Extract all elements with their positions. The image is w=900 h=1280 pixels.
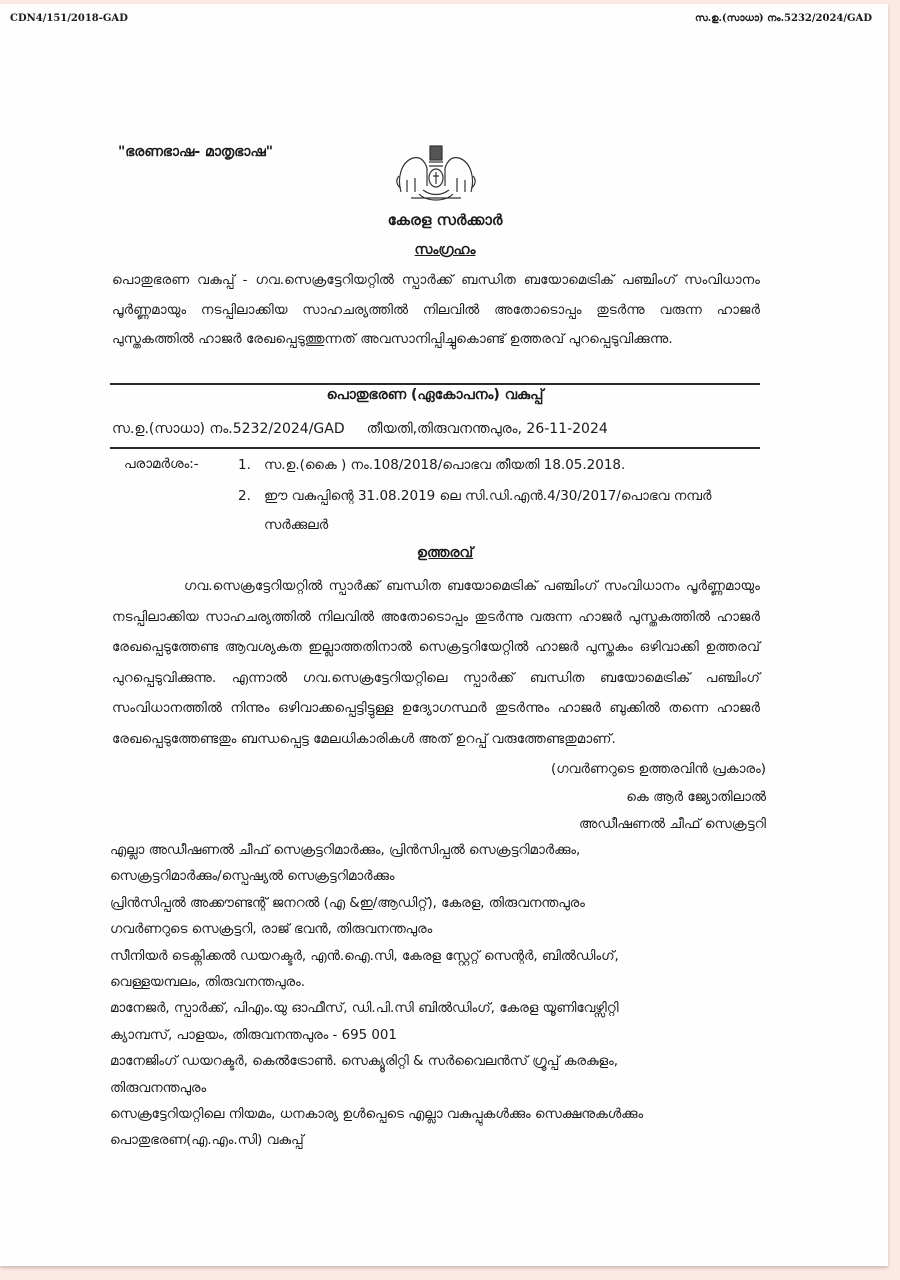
copy-to-line: തിരുവനന്തപുരം xyxy=(110,1080,207,1096)
order-date-place: തീയതി,തിരുവനന്തപുരം, 26-11-2024 xyxy=(366,421,608,437)
order-body: ഗവ.സെക്രട്ടേറിയറ്റിൽ സ്പാർക്ക് ബന്ധിത ബയോമെട്രിക് പഞ്ചിംഗ് സംവിധാനം പൂർണ്ണമായും നടപ്പിലാക്കിയ സാഹചര്യത്തിൽ നിലവിൽ അതോടൊപ്പം തുടർന്നു വരുന്ന ഹാജർ പുസ്തകത്തിൽ ഹാജർ രേഖപ്പെടുത്തേണ്ട ആവശ്യകത ഇല്ലാത്തതിനാൽ സെക്രട്ടറിയേറ്റിൽ ഹാജർ പുസ്തകം ഒഴിവാക്കി ഉത്തരവ് പുറപ്പെടുവിക്കുന്നു. എന്നാൽ ഗവ.സെക്രട്ടേറിയറ്റിലെ സ്പാർക്ക് ബന്ധിത ബയോമെട്രിക് പഞ്ചിംഗ് സംവിധാനത്തിൽ നിന്നും ഒഴിവാക്കപ്പെട്ടിട്ടുള്ള ഉദ്യോഗസ്ഥർ തുടർന്നും ഹാജർ ബുക്കിൽ തന്നെ ഹാജർ രേഖപ്പെടുത്തേണ്ടതും ബന്ധപ്പെട്ട മേലധികാരികൾ അത് ഉറപ്പ് വരുത്തേണ്ടതുമാണ്. xyxy=(112,578,760,747)
file-reference: CDN4/151/2018-GAD xyxy=(10,13,128,24)
reference-item xyxy=(238,482,778,540)
signature-authority: (ഗവർണറുടെ ഉത്തരവിൻ പ്രകാരം) xyxy=(550,761,766,777)
summary-heading: സംഗ്രഹം xyxy=(414,242,476,258)
order-number: സ.ഉ.(സാധാ) നം.5232/2024/GAD xyxy=(112,421,345,437)
copy-to-line: പ്രിൻസിപ്പൽ അക്കൗണ്ടന്റ് ജനറൽ (എ &ഇ/ആഡിറ്റ്), കേരള, തിരുവനന്തപുരം xyxy=(110,895,585,911)
signatory-name: കെ ആർ ജ്യോതിലാൽ xyxy=(626,788,766,805)
reference-item xyxy=(238,451,778,480)
copy-to-line: എല്ലാ അഡീഷണൽ ചീഫ് സെക്രട്ടറിമാർക്കും, പ്രിൻസിപ്പൽ സെക്രട്ടറിമാർക്കും, xyxy=(110,843,581,858)
order-number-line xyxy=(112,421,608,437)
divider-bottom xyxy=(110,447,760,449)
copy-to-line: മാനേജർ, സ്പാർക്ക്, പിഎം.യു ഓഫീസ്, ഡി.പി.സി ബിൽഡിംഗ്, കേരള യൂണിവേഴ്സിറ്റി xyxy=(110,1001,619,1017)
signatory-designation: അഡീഷണൽ ചീഫ് സെക്രട്ടറി xyxy=(579,816,766,832)
copy-to-line: വെള്ളയമ്പലം, തിരുവനന്തപുരം. xyxy=(110,975,306,991)
subject-text: പൊതുഭരണ വകുപ്പ് - ഗവ.സെക്രട്ടേറിയറ്റിൽ സ്പാർക്ക് ബന്ധിത ബയോമെട്രിക് പഞ്ചിംഗ് സംവിധാനം പൂർണ്ണമായും നടപ്പിലാക്കിയ സാഹചര്യത്തിൽ നിലവിൽ അതോടൊപ്പം തുടർന്നു വരുന്ന ഹാജർ പുസ്തകത്തിൽ ഹാജർ രേഖപ്പെടുത്തുന്നത് അവസാനിപ്പിച്ചുകൊണ്ട് ഉത്തരവ് പുറപ്പെടുവിക്കുന്നു. xyxy=(112,272,760,347)
copy-to-line: സെക്രട്ടേറിയറ്റിലെ നിയമം, ധനകാര്യ ഉൾപ്പെടെ എല്ലാ വകുപ്പുകൾക്കും സെക്ഷനുകൾക്കും xyxy=(110,1107,644,1123)
kerala-emblem-icon xyxy=(393,140,479,206)
reference-number: 1. xyxy=(238,457,251,473)
signature-block xyxy=(551,756,766,839)
references-label: പരാമർശം:- xyxy=(124,456,199,472)
reference-number: 2. xyxy=(238,488,251,504)
tagline: "ഭരണഭാഷ- മാതൃഭാഷ" xyxy=(118,144,274,160)
copy-to-line: മാനേജിംഗ് ഡയറക്ടർ, കെൽട്രോൺ. സെക്യൂരിറ്റി & സർവൈലൻസ് ഗ്രൂപ്പ് കരകുളം, xyxy=(110,1054,618,1070)
copy-to-list xyxy=(110,838,780,1155)
government-name: കേരള സർക്കാർ xyxy=(387,211,503,229)
copy-to-line: ക്യാമ്പസ്, പാളയം, തിരുവനന്തപുരം - 695 001 xyxy=(110,1027,397,1043)
reference-continuation: സർക്കുലർ xyxy=(264,517,329,533)
divider-top xyxy=(110,383,760,385)
copy-to-line: പൊതുഭരണ(എ.എം.സി) വകുപ്പ് xyxy=(110,1133,304,1149)
order-heading: ഉത്തരവ് xyxy=(416,545,474,561)
department-name: പൊതുഭരണ (ഏകോപനം) വകുപ്പ് xyxy=(326,387,544,403)
copy-to-line: സീനിയർ ടെക്നിക്കൽ ഡയറക്ടർ, എൻ.ഐ.സി, കേരള സ്റ്റേറ്റ് സെന്റർ, ബിൽഡിംഗ്, xyxy=(110,948,619,964)
document-page xyxy=(0,4,888,1266)
copy-to-line: ഗവർണറുടെ സെക്രട്ടറി, രാജ് ഭവൻ, തിരുവനന്തപുരം xyxy=(110,922,433,938)
copy-to-line: സെക്രട്ടറിമാർക്കും/സ്പെഷ്യൽ സെക്രട്ടറിമാർക്കും xyxy=(110,869,395,885)
reference-text: ഈ വകുപ്പിന്റെ 31.08.2019 ലെ സി.ഡി.എൻ.4/30/2017/പൊഭവ നമ്പർ xyxy=(264,488,712,504)
reference-text: സ.ഉ.(കൈ ) നം.108/2018/പൊഭവ തീയതി 18.05.2018. xyxy=(264,457,626,473)
order-reference-header: സ.ഉ.(സാധാ) നം.5232/2024/GAD xyxy=(694,13,872,24)
